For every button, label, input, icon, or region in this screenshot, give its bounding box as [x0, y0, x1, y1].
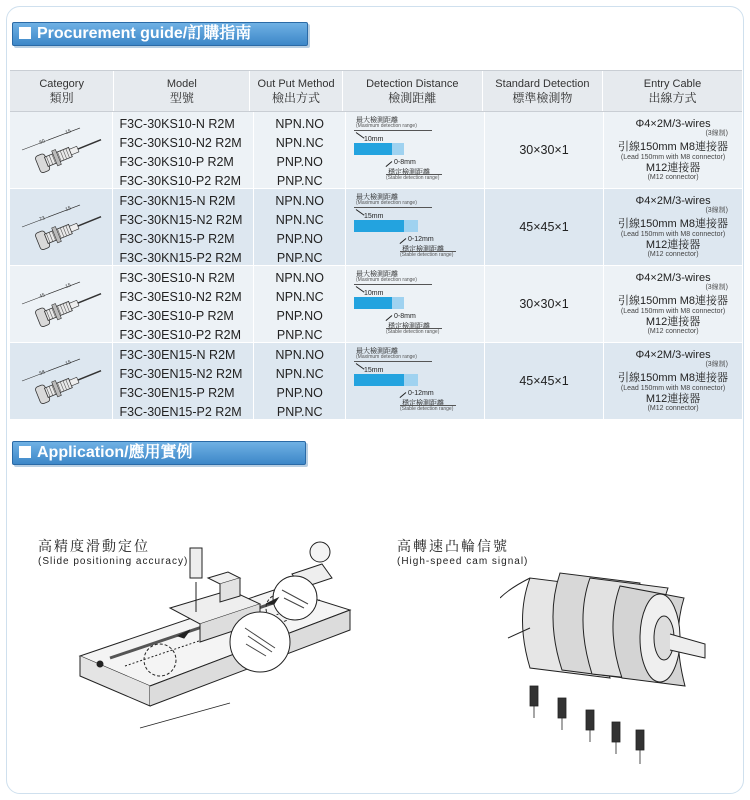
max-detection-label-en: (Maximum detection range): [356, 123, 417, 129]
output-cell: [254, 189, 346, 269]
header-model-zh: 型號: [169, 91, 194, 105]
cable-m12-spec: M12連接器: [645, 162, 701, 174]
procurement-guide-title: Procurement guide/訂購指南: [37, 25, 252, 42]
header-model: [114, 71, 250, 111]
header-standard-zh: 標準檢測物: [512, 91, 573, 105]
model-name: F3C-30KN15-N2 R2M: [119, 212, 243, 227]
model-name: F3C-30ES10-N2 R2M: [119, 289, 242, 304]
divider: [354, 130, 432, 131]
detection-distance-cell: [346, 266, 485, 342]
model-name: F3C-30KS10-P R2M: [119, 154, 234, 169]
model-name: F3C-30ES10-P R2M: [119, 308, 234, 323]
stable-range-bar: [354, 220, 404, 232]
model-name: F3C-30EN15-N2 R2M: [119, 366, 243, 381]
divider: [354, 361, 432, 362]
stable-distance-value: 0-8mm: [394, 159, 416, 166]
sensor-dim-length: 58: [38, 369, 46, 377]
cable-m8-spec-sub: (Lead 150mm with M8 connector): [620, 154, 726, 161]
standard-detection-cell: [485, 343, 604, 419]
sensor-dim-thread: 15: [64, 282, 72, 290]
header-standard-en: Standard Detection: [495, 78, 590, 90]
entry-cable-cell: [604, 266, 742, 342]
output-method: NPN.NC: [275, 366, 324, 381]
divider: [354, 207, 432, 208]
cable-m12-spec-sub: (M12 connector): [647, 174, 699, 181]
cable-m12-spec: M12連接器: [645, 316, 701, 328]
stable-distance-value: 0-12mm: [408, 236, 434, 243]
proximity-sensor-icon: [18, 199, 108, 257]
square-bullet-icon: [19, 446, 31, 458]
header-output: [250, 71, 342, 111]
cable-m12-spec-sub: (M12 connector): [647, 405, 699, 412]
stable-range-bar: [354, 374, 404, 386]
model-cell: [113, 189, 254, 269]
cable-m8-spec: 引線150mm M8連接器: [618, 295, 729, 307]
cable-m8-spec: 引線150mm M8連接器: [618, 141, 729, 153]
model-cell: [113, 112, 254, 192]
sensor-dim-length: 60: [38, 138, 46, 146]
max-distance-value: 10mm: [364, 290, 384, 297]
stable-range-bar: [354, 297, 392, 309]
category-cell: [10, 343, 113, 419]
model-name: F3C-30KN15-N R2M: [119, 193, 236, 208]
max-range-bar: [392, 297, 404, 309]
output-method: NPN.NC: [275, 289, 324, 304]
cable-m8-spec-sub: (Lead 150mm with M8 connector): [620, 308, 726, 315]
application-title: Application/應用實例: [37, 444, 193, 461]
output-cell: [254, 112, 346, 192]
model-name: F3C-30KS10-N R2M: [119, 116, 235, 131]
proximity-sensor-icon: [18, 122, 108, 180]
sensor-dim-thread: 15: [64, 128, 72, 136]
divider: [354, 284, 432, 285]
max-range-bar: [404, 220, 418, 232]
cam-caption-en: (High-speed cam signal): [397, 556, 529, 567]
cable-m8-spec-sub: (Lead 150mm with M8 connector): [620, 231, 726, 238]
cam-caption-zh: 高轉速凸輪信號: [397, 538, 509, 554]
max-range-bar: [404, 374, 418, 386]
output-method: NPN.NO: [275, 193, 325, 208]
model-cell: [113, 266, 254, 346]
header-cable-en: Entry Cable: [643, 78, 702, 90]
output-method: NPN.NO: [275, 347, 325, 362]
header-cable: [603, 71, 742, 111]
output-cell: [254, 343, 346, 423]
proximity-sensor-icon: [18, 353, 108, 411]
output-method: NPN.NC: [275, 135, 324, 150]
model-name: F3C-30ES10-P2 R2M: [119, 327, 242, 342]
cable-wire-spec-sub: (3線制): [705, 207, 728, 214]
cable-wire-spec: Φ4×2M/3-wires: [635, 118, 711, 130]
model-name: F3C-30EN15-P2 R2M: [119, 404, 242, 419]
model-name: F3C-30KN15-P R2M: [119, 231, 235, 246]
header-standard: [483, 71, 603, 111]
max-detection-label-en: (Maximum detection range): [356, 354, 417, 360]
application-area: [0, 470, 750, 800]
output-method: NPN.NC: [275, 212, 324, 227]
application-banner: [12, 441, 306, 465]
max-detection-label-en: (Maximum detection range): [356, 277, 417, 283]
model-name: F3C-30KN15-P2 R2M: [119, 250, 242, 265]
header-category: [10, 71, 114, 111]
cable-m12-spec-sub: (M12 connector): [647, 251, 699, 258]
table-header: [10, 70, 742, 112]
standard-detection-value: 45×45×1: [519, 220, 569, 234]
stable-detection-label-en: (Stable detection range): [400, 406, 454, 412]
model-name: F3C-30ES10-N R2M: [119, 270, 235, 285]
cable-m8-spec-sub: (Lead 150mm with M8 connector): [620, 385, 726, 392]
procurement-table: [10, 70, 742, 420]
stable-distance-value: 0-12mm: [408, 390, 434, 397]
cable-wire-spec-sub: (3線制): [705, 284, 728, 291]
standard-detection-value: 45×45×1: [519, 374, 569, 388]
output-method: PNP.NO: [276, 154, 323, 169]
max-detection-label: 最大檢測距離: [356, 194, 399, 201]
table-row: [10, 343, 742, 420]
stable-detection-label: 穩定檢測距離: [402, 400, 445, 407]
output-method: PNP.NO: [276, 231, 323, 246]
cable-wire-spec-sub: (3線制): [705, 130, 728, 137]
detection-distance-cell: [346, 189, 485, 265]
stable-detection-label-en: (Stable detection range): [386, 175, 440, 181]
entry-cable-cell: [604, 112, 742, 188]
table-row: [10, 112, 742, 189]
header-distance-en: Detection Distance: [366, 78, 459, 90]
category-cell: [10, 189, 113, 265]
cable-m12-spec: M12連接器: [645, 239, 701, 251]
cable-m8-spec: 引線150mm M8連接器: [618, 218, 729, 230]
stable-range-bar: [354, 143, 392, 155]
header-cable-zh: 出線方式: [648, 91, 697, 105]
standard-detection-cell: [485, 266, 604, 342]
cable-m12-spec-sub: (M12 connector): [647, 328, 699, 335]
output-method: NPN.NO: [275, 116, 325, 131]
cable-m12-spec: M12連接器: [645, 393, 701, 405]
header-category-en: Category: [39, 78, 84, 90]
standard-detection-cell: [485, 189, 604, 265]
entry-cable-cell: [604, 343, 742, 419]
max-detection-label: 最大檢測距離: [356, 117, 399, 124]
detection-distance-cell: [346, 343, 485, 419]
category-cell: [10, 266, 113, 342]
header-distance-zh: 檢測距離: [388, 91, 437, 105]
max-detection-label: 最大檢測距離: [356, 348, 399, 355]
model-name: F3C-30EN15-P R2M: [119, 385, 235, 400]
standard-detection-value: 30×30×1: [519, 297, 569, 311]
cable-m8-spec: 引線150mm M8連接器: [618, 372, 729, 384]
header-model-en: Model: [166, 78, 197, 90]
output-method: PNP.NC: [276, 327, 323, 342]
cable-wire-spec: Φ4×2M/3-wires: [635, 349, 711, 361]
stable-distance-value: 0-8mm: [394, 313, 416, 320]
stable-detection-label: 穩定檢測距離: [388, 169, 431, 176]
header-category-zh: 類別: [49, 91, 74, 105]
standard-detection-cell: [485, 112, 604, 188]
detection-distance-cell: [346, 112, 485, 188]
table-row: [10, 189, 742, 266]
slide-caption-en: (Slide positioning accuracy): [38, 556, 189, 567]
header-distance: [343, 71, 483, 111]
sensor-dim-length: 73: [38, 215, 46, 223]
output-method: PNP.NC: [276, 173, 323, 188]
proximity-sensor-icon: [18, 276, 108, 334]
output-cell: [254, 266, 346, 346]
max-detection-label-en: (Maximum detection range): [356, 200, 417, 206]
sensor-dim-thread: 15: [64, 205, 72, 213]
output-method: PNP.NC: [276, 404, 323, 419]
slide-positioning-illustration: [70, 538, 370, 778]
max-range-bar: [392, 143, 404, 155]
max-distance-value: 15mm: [364, 213, 384, 220]
stable-detection-label-en: (Stable detection range): [386, 329, 440, 335]
header-output-en: Out Put Method: [257, 78, 335, 90]
header-output-zh: 檢出方式: [272, 91, 321, 105]
table-body: [10, 112, 742, 420]
slide-caption-zh: 高精度滑動定位: [38, 538, 150, 554]
output-method: PNP.NO: [276, 308, 323, 323]
max-distance-value: 10mm: [364, 136, 384, 143]
output-method: PNP.NC: [276, 250, 323, 265]
standard-detection-value: 30×30×1: [519, 143, 569, 157]
square-bullet-icon: [19, 27, 31, 39]
sensor-dim-thread: 15: [64, 359, 72, 367]
model-name: F3C-30KS10-P2 R2M: [119, 173, 242, 188]
cam-signal-illustration: [500, 558, 710, 788]
stable-detection-label-en: (Stable detection range): [400, 252, 454, 258]
model-name: F3C-30KS10-N2 R2M: [119, 135, 242, 150]
stable-detection-label: 穩定檢測距離: [402, 246, 445, 253]
procurement-guide-banner: [12, 22, 308, 46]
entry-cable-cell: [604, 189, 742, 265]
cable-wire-spec: Φ4×2M/3-wires: [635, 272, 711, 284]
output-method: NPN.NO: [275, 270, 325, 285]
model-cell: [113, 343, 254, 423]
stable-detection-label: 穩定檢測距離: [388, 323, 431, 330]
category-cell: [10, 112, 113, 188]
cable-wire-spec: Φ4×2M/3-wires: [635, 195, 711, 207]
sensor-dim-length: 45: [38, 292, 46, 300]
cable-wire-spec-sub: (3線制): [705, 361, 728, 368]
table-row: [10, 266, 742, 343]
model-name: F3C-30EN15-N R2M: [119, 347, 236, 362]
max-detection-label: 最大檢測距離: [356, 271, 399, 278]
output-method: PNP.NO: [276, 385, 323, 400]
max-distance-value: 15mm: [364, 367, 384, 374]
